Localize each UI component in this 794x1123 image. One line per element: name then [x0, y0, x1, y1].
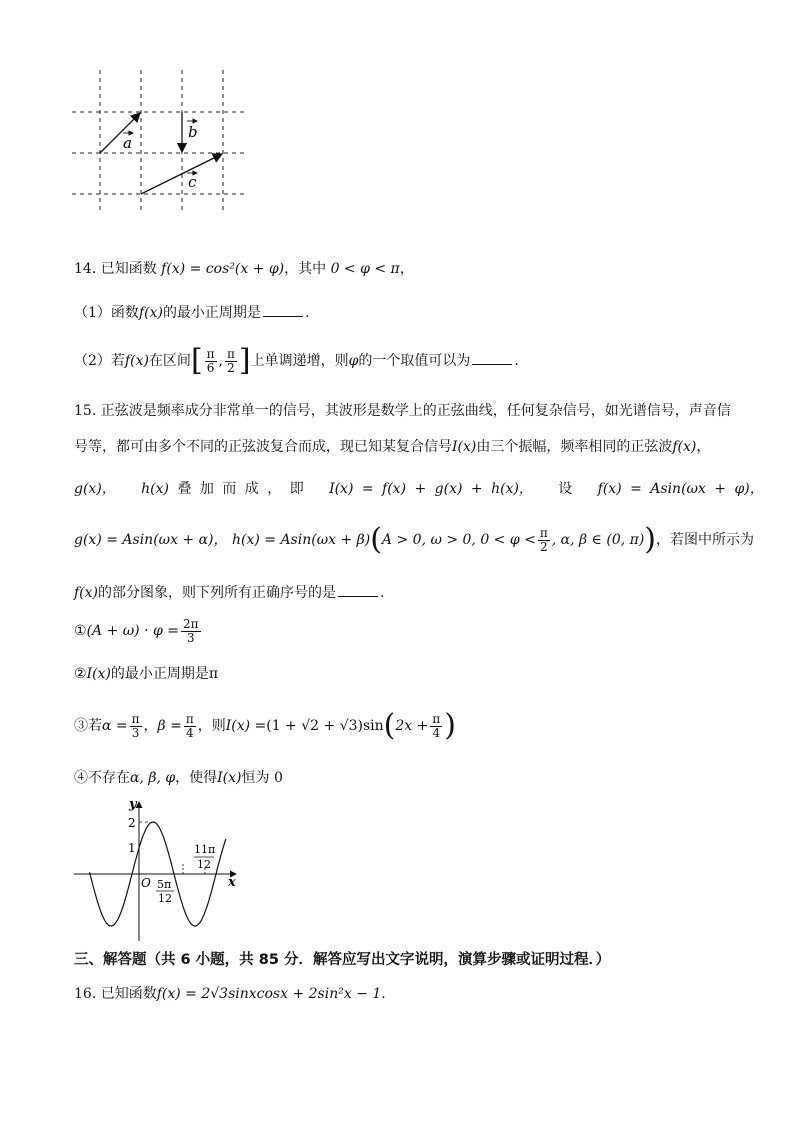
q15-line2: 号等，都可由多个不同的正弦波复合而成，现已知某复合信号I(x)由三个振幅，频率相同的正弦波f(x)，	[74, 439, 711, 455]
mark-5pi-12-den: 12	[158, 892, 172, 905]
q14-answer-blank-1[interactable]	[263, 304, 303, 317]
vector-a-label: a	[123, 134, 132, 152]
sine-graph	[66, 796, 246, 944]
vector-a-arrow	[100, 113, 140, 153]
vector-grid-figure	[60, 62, 260, 212]
tick-label-1: 1	[128, 841, 136, 855]
q16-stem: 16. 已知函数f(x) = 2√3sinxcosx + 2sin²x − 1.	[74, 986, 386, 1002]
q14-stem: 14. 已知函数 f(x) = cos²(x + φ)，其中 0 < φ < π，	[74, 261, 414, 277]
vector-c-label: c	[188, 173, 197, 191]
mark-5pi-12-num: 5π	[157, 878, 172, 891]
q15-option-4: ④不存在α, β, φ，使得I(x)恒为 0	[74, 770, 283, 786]
q15-line4: g(x) = Asin(ωx + α)， h(x) = Asin(ωx + β)(A > 0, ω > 0, 0 < φ < $\frac{\pi}{2}$ , α, β ∈ (0, π))，若图中所示为	[74, 522, 755, 557]
q14-part2: （2）若f(x)在区间[ $\frac{\pi}{6}$ , $\frac{\pi}{2}$ ]上单调递增，则φ的一个取值可以为 .	[74, 343, 519, 378]
q15-line3: g(x)， h(x) 叠 加 而 成 ， 即 I(x) = f(x) + g(x) + h(x)， 设 f(x) = Asin(ωx + φ)，	[74, 481, 764, 497]
grid-lines	[72, 70, 245, 210]
q15-line5: f(x)的部分图象，则下列所有正确序号的是 .	[74, 585, 385, 601]
q14-answer-blank-2[interactable]	[472, 352, 512, 365]
mark-11pi-12-den: 12	[197, 858, 211, 871]
q16-function: f(x) = 2√3sinxcosx + 2sin²x − 1	[156, 986, 382, 1002]
q14-function: f(x) = cos²(x + φ)	[161, 261, 285, 277]
q15-line1: 15. 正弦波是频率成分非常单一的信号，其波形是数学上的正弦曲线，任何复杂信号，如光谱信号，声音信	[74, 403, 731, 419]
q15-answer-blank[interactable]	[338, 584, 378, 597]
x-axis-label: x	[228, 875, 236, 890]
origin-label: O	[141, 876, 151, 890]
q15-option-3: ③若α = $\frac{\pi}{3}$ ，β = $\frac{\pi}{4}$ ，则I(x) =(1 + √2 + √3)sin(2x + $\frac{\pi}{4}$ )	[74, 708, 456, 743]
q14-part1: （1）函数f(x)的最小正周期是 .	[74, 305, 310, 321]
mark-11pi-12-num: 11π	[194, 843, 216, 856]
tick-label-2: 2	[128, 816, 136, 830]
q14-condition: 0 < φ < π	[330, 261, 400, 277]
section-3-title: 三、解答题（共 6 小题，共 85 分．解答应写出文字说明，演算步骤或证明过程．）	[74, 952, 611, 968]
vector-b-label: b	[188, 123, 198, 141]
q15-option-2: ②I(x)的最小正周期是π	[74, 666, 219, 682]
y-axis-label: y	[129, 797, 137, 812]
q15-option-1: ①(A + ω) · φ = $\frac{2\pi}{3}$	[74, 616, 199, 645]
